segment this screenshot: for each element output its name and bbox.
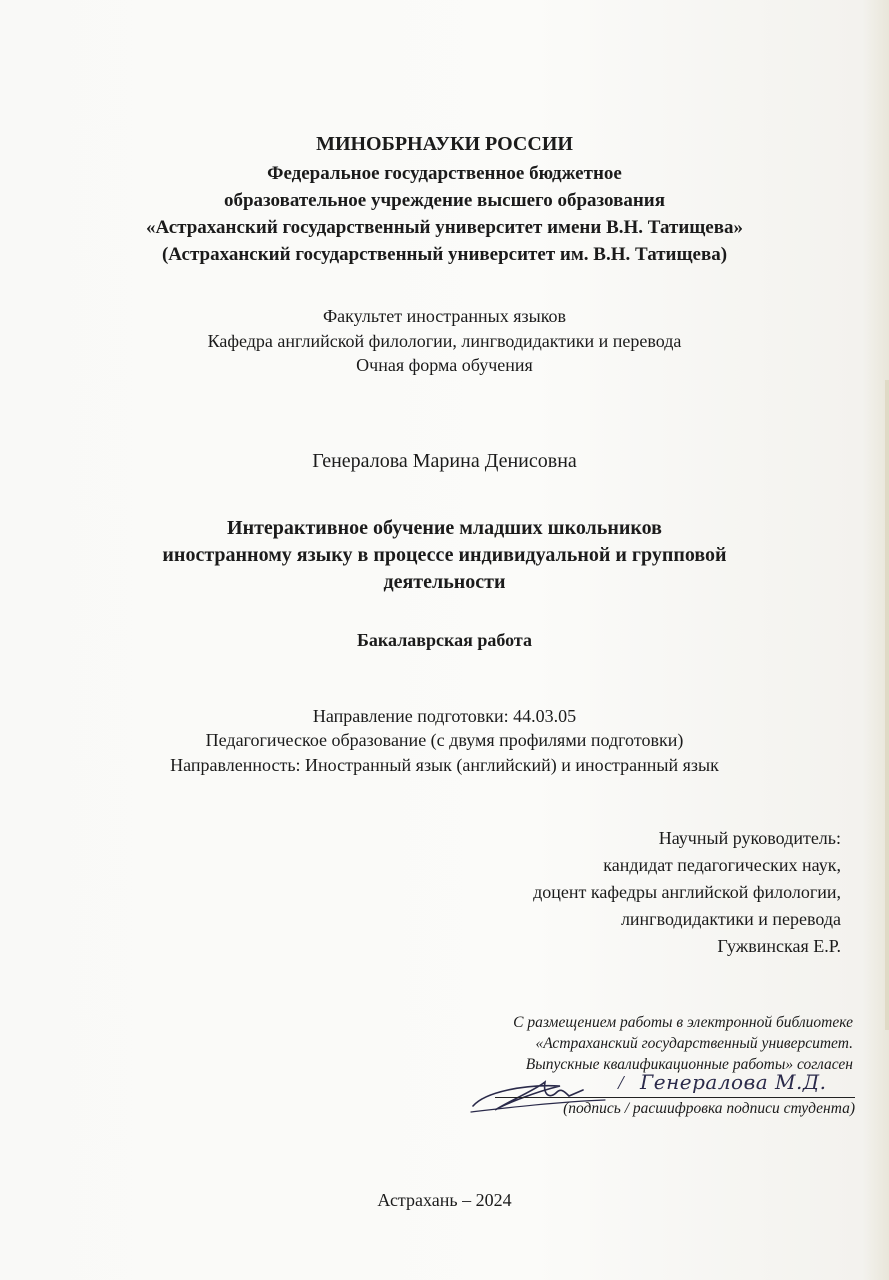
direction-program: Педагогическое образование (с двумя профилями подготовки) <box>205 730 684 750</box>
consent-line-1: С размещением работы в электронной библиотеке <box>513 1014 853 1031</box>
study-form: Очная форма обучения <box>356 355 533 375</box>
supervisor-label: Научный руководитель: <box>658 828 841 848</box>
supervisor-position-2: лингводидактики и перевода <box>620 909 841 929</box>
university-full-name: «Астраханский государственный университет имени В.Н. Татищева» <box>145 217 743 238</box>
faculty-name: Факультет иностранных языков <box>322 306 567 326</box>
author-name: Генералова Марина Денисовна <box>312 450 577 472</box>
direction-code: Направление подготовки: 44.03.05 <box>312 706 577 726</box>
ministry-heading: МИНОБРНАУКИ РОССИИ <box>316 133 573 155</box>
consent-line-2: «Астраханский государственный университет. <box>535 1035 853 1052</box>
thesis-title-line-1: Интерактивное обучение младших школьников <box>227 517 662 539</box>
supervisor-name: Гужвинская Е.Р. <box>717 936 841 956</box>
direction-focus: Направленность: Иностранный язык (английский) и иностранный язык <box>170 755 719 775</box>
thesis-title-line-2: иностранному языку в процессе индивидуальной и групповой <box>162 544 727 566</box>
work-type: Бакалаврская работа <box>357 630 532 650</box>
signature-caption: (подпись / расшифровка подписи студента) <box>563 1100 855 1117</box>
institution-line-1: Федеральное государственное бюджетное <box>267 163 622 184</box>
city-year: Астрахань – 2024 <box>377 1190 512 1210</box>
signature-line <box>495 1097 855 1098</box>
handwritten-name: Генералова М.Д. <box>640 1070 827 1094</box>
paper-edge-shadow <box>885 380 889 1030</box>
department-name: Кафедра английской филологии, лингводидактики и перевода <box>207 331 682 351</box>
consent-line-3: Выпускные квалификационные работы» согласен <box>525 1056 853 1073</box>
supervisor-degree: кандидат педагогических наук, <box>603 855 841 875</box>
thesis-title-line-3: деятельности <box>383 571 506 593</box>
supervisor-position-1: доцент кафедры английской филологии, <box>533 882 841 902</box>
signature-separator: / <box>618 1072 624 1094</box>
institution-line-2: образовательное учреждение высшего образования <box>223 190 666 211</box>
university-short-name: (Астраханский государственный университет им. В.Н. Татищева) <box>161 244 728 265</box>
